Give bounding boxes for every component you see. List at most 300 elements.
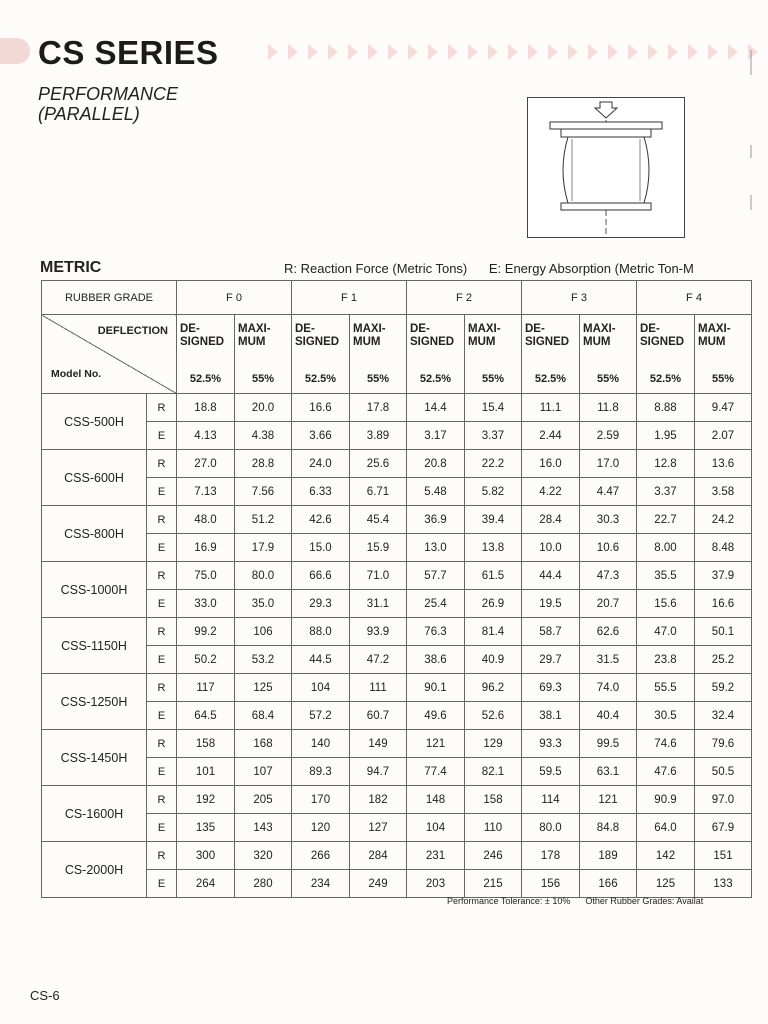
value-cell: 189 [580,842,637,870]
value-cell: 75.0 [177,562,235,590]
column-maximum-label: MAXI- MUM [583,323,616,348]
value-cell: 13.8 [465,534,522,562]
value-cell: 133 [695,870,752,898]
row-type-label: R [147,786,177,814]
row-type-label: R [147,394,177,422]
value-cell: 8.00 [637,534,695,562]
model-name-cell: CSS-500H [42,394,147,450]
value-cell: 57.2 [292,702,350,730]
deflection-maximum-percent: 55% [711,373,735,385]
table-row [42,562,752,590]
banner-arrow-icon [528,44,538,60]
value-cell: 16.9 [177,534,235,562]
value-cell: 3.89 [350,422,407,450]
value-cell: 47.0 [637,618,695,646]
banner-arrow-icon [668,44,678,60]
value-cell: 81.4 [465,618,522,646]
model-name-cell: CSS-1000H [42,562,147,618]
value-cell: 2.59 [580,422,637,450]
value-cell: 26.9 [465,590,522,618]
value-cell: 90.9 [637,786,695,814]
deflection-label: DEFLECTION [97,325,168,337]
value-cell: 3.66 [292,422,350,450]
deflection-header-row [42,315,752,394]
column-maximum-label: MAXI- MUM [468,323,501,348]
value-cell: 13.6 [695,450,752,478]
column-maximum-label: MAXI- MUM [698,323,731,348]
value-cell: 22.7 [637,506,695,534]
value-cell: 82.1 [465,758,522,786]
value-cell: 15.9 [350,534,407,562]
value-cell: 11.8 [580,394,637,422]
deflection-maximum-header [695,315,752,394]
column-designed-label: DE- SIGNED [295,323,340,348]
row-type-label: E [147,870,177,898]
value-cell: 1.95 [637,422,695,450]
value-cell: 231 [407,842,465,870]
value-cell: 39.4 [465,506,522,534]
table-row [42,478,752,506]
performance-table [41,280,752,898]
row-type-label: E [147,478,177,506]
table-row [42,534,752,562]
value-cell: 9.47 [695,394,752,422]
value-cell: 52.6 [465,702,522,730]
value-cell: 2.44 [522,422,580,450]
value-cell: 127 [350,814,407,842]
value-cell: 158 [177,730,235,758]
table-row [42,506,752,534]
value-cell: 31.5 [580,646,637,674]
value-cell: 40.9 [465,646,522,674]
model-name-cell: CSS-600H [42,450,147,506]
banner-arrow-icon [688,44,698,60]
value-cell: 6.71 [350,478,407,506]
deflection-designed-percent: 52.5% [534,373,567,385]
value-cell: 97.0 [695,786,752,814]
banner-arrow-icon [368,44,378,60]
banner-tab-shape [0,38,30,64]
value-cell: 106 [235,618,292,646]
value-cell: 35.0 [235,590,292,618]
value-cell: 266 [292,842,350,870]
value-cell: 125 [235,674,292,702]
value-cell: 90.1 [407,674,465,702]
grade-header-f4: F 4 [637,281,752,315]
value-cell: 110 [465,814,522,842]
value-cell: 64.0 [637,814,695,842]
deflection-maximum-percent: 55% [366,373,390,385]
value-cell: 22.2 [465,450,522,478]
value-cell: 11.1 [522,394,580,422]
value-cell: 135 [177,814,235,842]
units-section-label: METRIC [40,259,102,276]
value-cell: 32.4 [695,702,752,730]
value-cell: 8.88 [637,394,695,422]
value-cell: 15.6 [637,590,695,618]
value-cell: 178 [522,842,580,870]
model-name-cell: CSS-1450H [42,730,147,786]
value-cell: 93.9 [350,618,407,646]
value-cell: 42.6 [292,506,350,534]
deflection-model-header-cell [42,315,177,394]
value-cell: 17.0 [580,450,637,478]
value-cell: 4.22 [522,478,580,506]
value-cell: 63.1 [580,758,637,786]
banner-arrow-icon [588,44,598,60]
value-cell: 129 [465,730,522,758]
banner-arrow-icon [488,44,498,60]
value-cell: 66.6 [292,562,350,590]
value-cell: 60.7 [350,702,407,730]
table-row [42,814,752,842]
model-name-cell: CSS-1150H [42,618,147,674]
value-cell: 18.8 [177,394,235,422]
value-cell: 47.3 [580,562,637,590]
value-cell: 68.4 [235,702,292,730]
banner-arrow-icon [408,44,418,60]
value-cell: 61.5 [465,562,522,590]
value-cell: 49.6 [407,702,465,730]
value-cell: 13.0 [407,534,465,562]
value-cell: 28.8 [235,450,292,478]
table-row [42,646,752,674]
value-cell: 69.3 [522,674,580,702]
banner-arrow-icon [468,44,478,60]
table-row [42,842,752,870]
table-row [42,674,752,702]
model-name-cell: CSS-1250H [42,674,147,730]
deflection-designed-header [407,315,465,394]
row-type-label: R [147,506,177,534]
value-cell: 3.17 [407,422,465,450]
banner-arrow-icon [268,44,278,60]
value-cell: 264 [177,870,235,898]
value-cell: 120 [292,814,350,842]
value-cell: 50.1 [695,618,752,646]
row-type-label: E [147,422,177,450]
row-type-label: R [147,450,177,478]
column-designed-label: DE- SIGNED [180,323,225,348]
value-cell: 234 [292,870,350,898]
value-cell: 24.2 [695,506,752,534]
value-cell: 300 [177,842,235,870]
table-row [42,758,752,786]
grade-header-f3: F 3 [522,281,637,315]
value-cell: 55.5 [637,674,695,702]
value-cell: 3.37 [637,478,695,506]
value-cell: 4.47 [580,478,637,506]
deflection-designed-header [522,315,580,394]
value-cell: 8.48 [695,534,752,562]
banner-arrow-icon [608,44,618,60]
row-type-label: E [147,646,177,674]
value-cell: 104 [407,814,465,842]
value-cell: 16.0 [522,450,580,478]
deflection-maximum-header [350,315,407,394]
value-cell: 28.4 [522,506,580,534]
value-cell: 170 [292,786,350,814]
value-cell: 76.3 [407,618,465,646]
value-cell: 62.6 [580,618,637,646]
value-cell: 3.58 [695,478,752,506]
value-cell: 53.2 [235,646,292,674]
legend-reaction-force: R: Reaction Force (Metric Tons) [284,261,468,276]
model-name-cell: CS-2000H [42,842,147,898]
table-row [42,870,752,898]
row-type-label: R [147,674,177,702]
value-cell: 20.8 [407,450,465,478]
value-cell: 29.7 [522,646,580,674]
down-arrow-icon [595,102,617,118]
value-cell: 20.7 [580,590,637,618]
banner-arrow-icon [448,44,458,60]
table-row [42,618,752,646]
value-cell: 59.5 [522,758,580,786]
value-cell: 104 [292,674,350,702]
table-row [42,394,752,422]
row-type-label: E [147,814,177,842]
value-cell: 47.2 [350,646,407,674]
value-cell: 99.2 [177,618,235,646]
value-cell: 50.2 [177,646,235,674]
row-type-label: R [147,730,177,758]
row-type-label: R [147,562,177,590]
value-cell: 37.9 [695,562,752,590]
subtitle-line-1: PERFORMANCE [38,84,179,104]
table-row [42,730,752,758]
table-row [42,590,752,618]
value-cell: 20.0 [235,394,292,422]
value-cell: 77.4 [407,758,465,786]
banner-arrow-icon [348,44,358,60]
value-cell: 17.9 [235,534,292,562]
value-cell: 25.4 [407,590,465,618]
deflection-designed-percent: 52.5% [304,373,337,385]
subtitle-line-2: (PARALLEL) [38,104,140,124]
grade-header-f2: F 2 [407,281,522,315]
model-name-cell: CSS-800H [42,506,147,562]
value-cell: 158 [465,786,522,814]
value-cell: 38.6 [407,646,465,674]
value-cell: 80.0 [235,562,292,590]
value-cell: 148 [407,786,465,814]
value-cell: 59.2 [695,674,752,702]
value-cell: 89.3 [292,758,350,786]
value-cell: 99.5 [580,730,637,758]
value-cell: 80.0 [522,814,580,842]
value-cell: 143 [235,814,292,842]
deflection-designed-percent: 52.5% [189,373,222,385]
banner-arrow-icon [288,44,298,60]
deflection-maximum-percent: 55% [251,373,275,385]
fender-parallel-diagram [527,97,685,238]
value-cell: 4.13 [177,422,235,450]
value-cell: 74.6 [637,730,695,758]
value-cell: 30.5 [637,702,695,730]
banner-arrow-icon [708,44,718,60]
value-cell: 44.4 [522,562,580,590]
value-cell: 16.6 [695,590,752,618]
column-maximum-label: MAXI- MUM [353,323,386,348]
tolerance-note: Performance Tolerance: ± 10% [447,896,571,906]
value-cell: 280 [235,870,292,898]
value-cell: 142 [637,842,695,870]
performance-footer-note [447,896,747,906]
banner-arrow-icon [548,44,558,60]
value-cell: 25.2 [695,646,752,674]
value-cell: 94.7 [350,758,407,786]
value-cell: 151 [695,842,752,870]
banner-arrow-icon [628,44,638,60]
value-cell: 79.6 [695,730,752,758]
value-cell: 51.2 [235,506,292,534]
value-cell: 17.8 [350,394,407,422]
other-grades-note: Other Rubber Grades: Availat [585,896,704,906]
value-cell: 107 [235,758,292,786]
value-cell: 64.5 [177,702,235,730]
value-cell: 74.0 [580,674,637,702]
value-cell: 14.4 [407,394,465,422]
value-cell: 31.1 [350,590,407,618]
value-cell: 166 [580,870,637,898]
table-row [42,450,752,478]
banner-arrow-icon [308,44,318,60]
value-cell: 47.6 [637,758,695,786]
value-cell: 88.0 [292,618,350,646]
banner-arrow-icon [508,44,518,60]
value-cell: 215 [465,870,522,898]
value-cell: 58.7 [522,618,580,646]
value-cell: 7.13 [177,478,235,506]
deflection-maximum-header [465,315,522,394]
deflection-designed-percent: 52.5% [419,373,452,385]
value-cell: 45.4 [350,506,407,534]
value-cell: 16.6 [292,394,350,422]
row-type-label: E [147,534,177,562]
value-cell: 33.0 [177,590,235,618]
value-cell: 284 [350,842,407,870]
column-designed-label: DE- SIGNED [410,323,455,348]
value-cell: 44.5 [292,646,350,674]
value-cell: 29.3 [292,590,350,618]
value-cell: 50.5 [695,758,752,786]
value-cell: 192 [177,786,235,814]
value-cell: 10.6 [580,534,637,562]
value-cell: 36.9 [407,506,465,534]
grade-header-f1: F 1 [292,281,407,315]
value-cell: 71.0 [350,562,407,590]
value-cell: 23.8 [637,646,695,674]
row-type-label: E [147,702,177,730]
value-cell: 203 [407,870,465,898]
rubber-grade-header-row [42,281,752,315]
value-cell: 12.8 [637,450,695,478]
value-cell: 25.6 [350,450,407,478]
row-type-label: E [147,758,177,786]
page-title: CS SERIES [38,34,219,71]
value-cell: 5.82 [465,478,522,506]
model-name-cell: CS-1600H [42,786,147,842]
value-cell: 5.48 [407,478,465,506]
page-subtitle [38,84,178,124]
value-cell: 111 [350,674,407,702]
value-cell: 4.38 [235,422,292,450]
value-cell: 156 [522,870,580,898]
value-cell: 48.0 [177,506,235,534]
value-cell: 40.4 [580,702,637,730]
grade-header-f0: F 0 [177,281,292,315]
row-type-label: R [147,842,177,870]
table-row [42,702,752,730]
page-number: CS-6 [30,988,60,1003]
value-cell: 15.0 [292,534,350,562]
value-cell: 30.3 [580,506,637,534]
value-cell: 121 [580,786,637,814]
table-row [42,786,752,814]
deflection-designed-header [292,315,350,394]
value-cell: 149 [350,730,407,758]
fender-diagram-svg [528,98,684,237]
deflection-maximum-header [235,315,292,394]
value-cell: 38.1 [522,702,580,730]
value-cell: 35.5 [637,562,695,590]
banner-arrow-icon [648,44,658,60]
deflection-designed-percent: 52.5% [649,373,682,385]
rubber-grade-label: RUBBER GRADE [42,281,177,315]
banner-arrow-icon [728,44,738,60]
value-cell: 96.2 [465,674,522,702]
row-type-label: R [147,618,177,646]
value-cell: 67.9 [695,814,752,842]
value-cell: 168 [235,730,292,758]
value-cell: 125 [637,870,695,898]
value-cell: 27.0 [177,450,235,478]
value-cell: 15.4 [465,394,522,422]
deflection-maximum-percent: 55% [596,373,620,385]
value-cell: 84.8 [580,814,637,842]
banner-arrow-icon [388,44,398,60]
value-cell: 10.0 [522,534,580,562]
table-row [42,422,752,450]
banner-arrow-icon [328,44,338,60]
value-cell: 93.3 [522,730,580,758]
deflection-maximum-percent: 55% [481,373,505,385]
column-maximum-label: MAXI- MUM [238,323,271,348]
model-number-label: Model No. [51,368,102,380]
column-designed-label: DE- SIGNED [640,323,685,348]
value-cell: 114 [522,786,580,814]
performance-table-body [42,281,752,898]
value-cell: 6.33 [292,478,350,506]
value-cell: 121 [407,730,465,758]
deflection-designed-header [177,315,235,394]
value-cell: 249 [350,870,407,898]
value-cell: 7.56 [235,478,292,506]
deflection-maximum-header [580,315,637,394]
value-cell: 19.5 [522,590,580,618]
column-designed-label: DE- SIGNED [525,323,570,348]
value-cell: 246 [465,842,522,870]
legend-energy-absorption: E: Energy Absorption (Metric Ton-M [488,261,694,276]
banner-arrow-icon [568,44,578,60]
right-edge-marks [750,50,754,220]
value-cell: 320 [235,842,292,870]
deflection-designed-header [637,315,695,394]
value-cell: 140 [292,730,350,758]
row-type-label: E [147,590,177,618]
value-cell: 205 [235,786,292,814]
